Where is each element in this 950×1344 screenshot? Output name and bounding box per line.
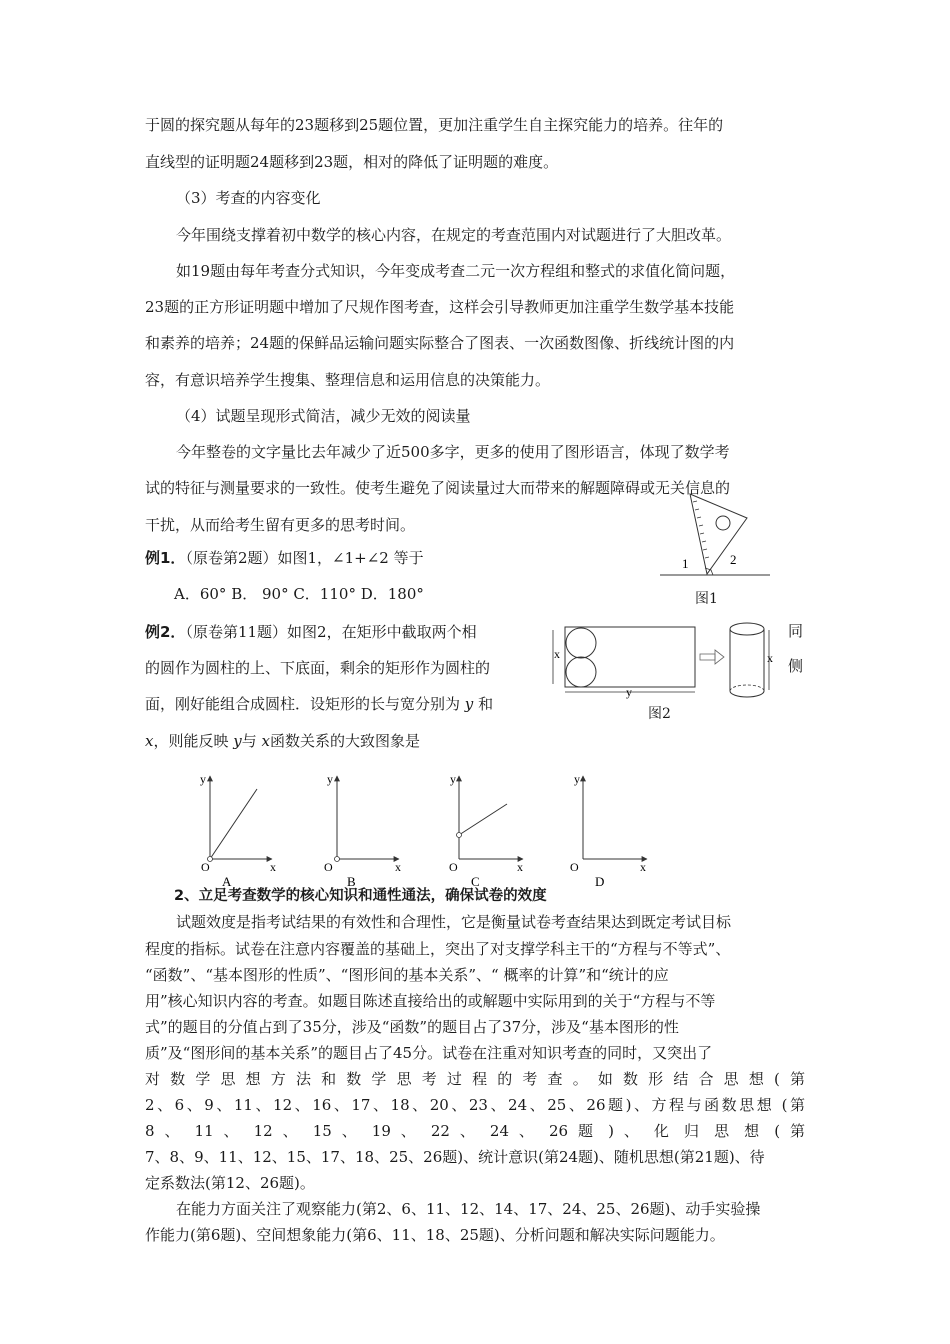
example-1-text: （原卷第2题）如图1，∠1+∠2 等于 [185,549,424,567]
x-axis-label: x [395,860,401,874]
y-axis-label: y [450,772,456,786]
option-c-label: C [471,874,480,889]
option-a-label: A [222,874,232,889]
section-2-line: 质”及“图形间的基本关系”的题目占了45分。试卷在注重对知识考查的同时，又突出了 [145,1044,713,1062]
var-x: x [261,732,271,750]
rect-length-label: y [626,685,632,699]
paragraph-line: 今年整卷的文字量比去年减少了近500多字，更多的使用了图形语言，体现了数学考 [176,443,730,461]
example-1 [145,548,424,568]
y-axis-label: y [200,772,206,786]
y-axis-label: y [327,772,333,786]
example-1-options: A．60° B． 90° C．110° D．180° [174,585,424,603]
figure-1-caption: 图1 [695,591,718,607]
example-2-text: 与 [241,732,257,750]
section-2-line: 7、8、9、11、12、15、17、18、25、26题)、统计意识(第24题)、随机思想(第21题)、待 [145,1148,765,1166]
and-text: 和 [478,695,494,713]
paragraph-line: 和素养的培养；24题的保鲜品运输问题实际整合了图表、一次函数图像、折线统计图的内 [145,334,735,352]
angle-2-label: 2 [730,552,737,567]
y-axis-label: y [574,772,580,786]
example-2-text: （原卷第11题）如图2，在矩形中截取两个相 [185,623,477,641]
graph-b [324,772,401,889]
example-2-line [145,731,420,751]
figure-2-rectangle-cylinder [548,612,788,702]
option-b-label: B [347,874,356,889]
paragraph-line: 干扰，从而给考生留有更多的思考时间。 [145,516,416,534]
section-2-line-justified: 8 、 11 、 12 、 15 、 19 、 22 、 24 、 26 题 ) 、 化 归 思 想 ( 第 [145,1122,805,1140]
var-y: y [233,732,242,750]
example-2-line [145,622,477,642]
example-2-line: 的圆作为圆柱的上、下底面，剩余的矩形作为圆柱的 [145,659,491,677]
paragraph-line: 容，有意识培养学生搜集、整理信息和运用信息的决策能力。 [145,371,551,389]
x-axis-label: x [517,860,523,874]
paragraph-line: 于圆的探究题从每年的23题移到25题位置，更加注重学生自主探究能力的培养。往年的 [145,116,724,134]
paragraph-line: 如19题由每年考查分式知识，今年变成考查二元一次方程组和整式的求值化简问题， [176,262,736,280]
x-axis-label: x [270,860,276,874]
graph-a [200,772,276,889]
example-2-text: 面，刚好能组合成圆柱．设矩形的长与宽分别为 [145,695,461,713]
figure-2-caption: 图2 [648,706,671,722]
side-text-2: 侧 [788,657,804,675]
section-2-line: 定系数法(第12、26题)。 [145,1174,315,1192]
section-2-line: 试题效度是指考试结果的有效性和合理性，它是衡量试卷考查结果达到既定考试目标 [176,913,732,931]
origin-label: O [201,860,210,874]
section-2-heading: 2、立足考查数学的核心知识和通性通法，确保试卷的效度 [174,888,547,904]
example-2-text: 函数关系的大致图象是 [270,732,421,750]
example-2-text: ，则能反映 [153,732,229,750]
paragraph-line: 23题的正方形证明题中增加了尺规作图考查，这样会引导教师更加注重学生数学基本技能 [145,298,735,316]
section-2-line-justified: 2、6、9、11、12、16、17、18、20、23、24、25、26题)、方程与函数思想 (第 [145,1096,805,1114]
rect-width-label: x [554,647,560,661]
example-2-line [145,694,493,714]
paragraph-line: 试的特征与测量要求的一致性。使考生避免了阅读量过大而带来的解题障碍或无关信息的 [145,479,731,497]
x-axis-label: x [640,860,646,874]
graph-d [570,772,647,889]
origin-label: O [449,860,458,874]
figure-1-triangle-ruler [655,490,775,585]
section-2-line: 作能力(第6题)、空间想象能力(第6、11、18、25题)、分析问题和解决实际问题能力。 [145,1226,725,1244]
var-y: y [464,695,474,713]
origin-label: O [570,860,579,874]
graph-c [449,772,523,889]
example-2-label: 例2． [145,623,186,641]
side-text-1: 同 [788,622,804,640]
option-d-label: D [595,874,605,889]
section-2-line: 程度的指标。试卷在注意内容覆盖的基础上，突出了对支撑学科主干的“方程与不等式”、 [145,940,731,958]
var-x: x [145,732,154,750]
cylinder-height-label: x [767,651,773,665]
section-2-line-justified: 对数学思想方法和数学思考过程的考查。如数形结合思想(第 [145,1070,805,1088]
origin-label: O [324,860,333,874]
subheading-4: （4）试题呈现形式简洁，减少无效的阅读量 [176,407,471,425]
subheading-3: （3）考查的内容变化 [176,189,321,207]
section-2-line: 式”的题目的分值占到了35分，涉及“函数”的题目占了37分，涉及“基本图形的性 [145,1018,679,1036]
section-2-line: “函数”、“基本图形的性质”、“图形间的基本关系”、“ 概率的计算”和“统计的应 [145,966,669,984]
section-2-line: 在能力方面关注了观察能力(第2、6、11、12、14、17、24、25、26题)、动手实验操 [176,1200,761,1218]
section-2-line: 用”核心知识内容的考查。如题目陈述直接给出的或解题中实际用到的关于“方程与不等 [145,992,716,1010]
example-1-label: 例1． [145,549,186,567]
answer-graphs [190,768,660,893]
paragraph-line: 今年围绕支撑着初中数学的核心内容，在规定的考查范围内对试题进行了大胆改革。 [176,226,732,244]
angle-1-label: 1 [682,556,689,571]
paragraph-line: 直线型的证明题24题移到23题，相对的降低了证明题的难度。 [145,153,559,171]
